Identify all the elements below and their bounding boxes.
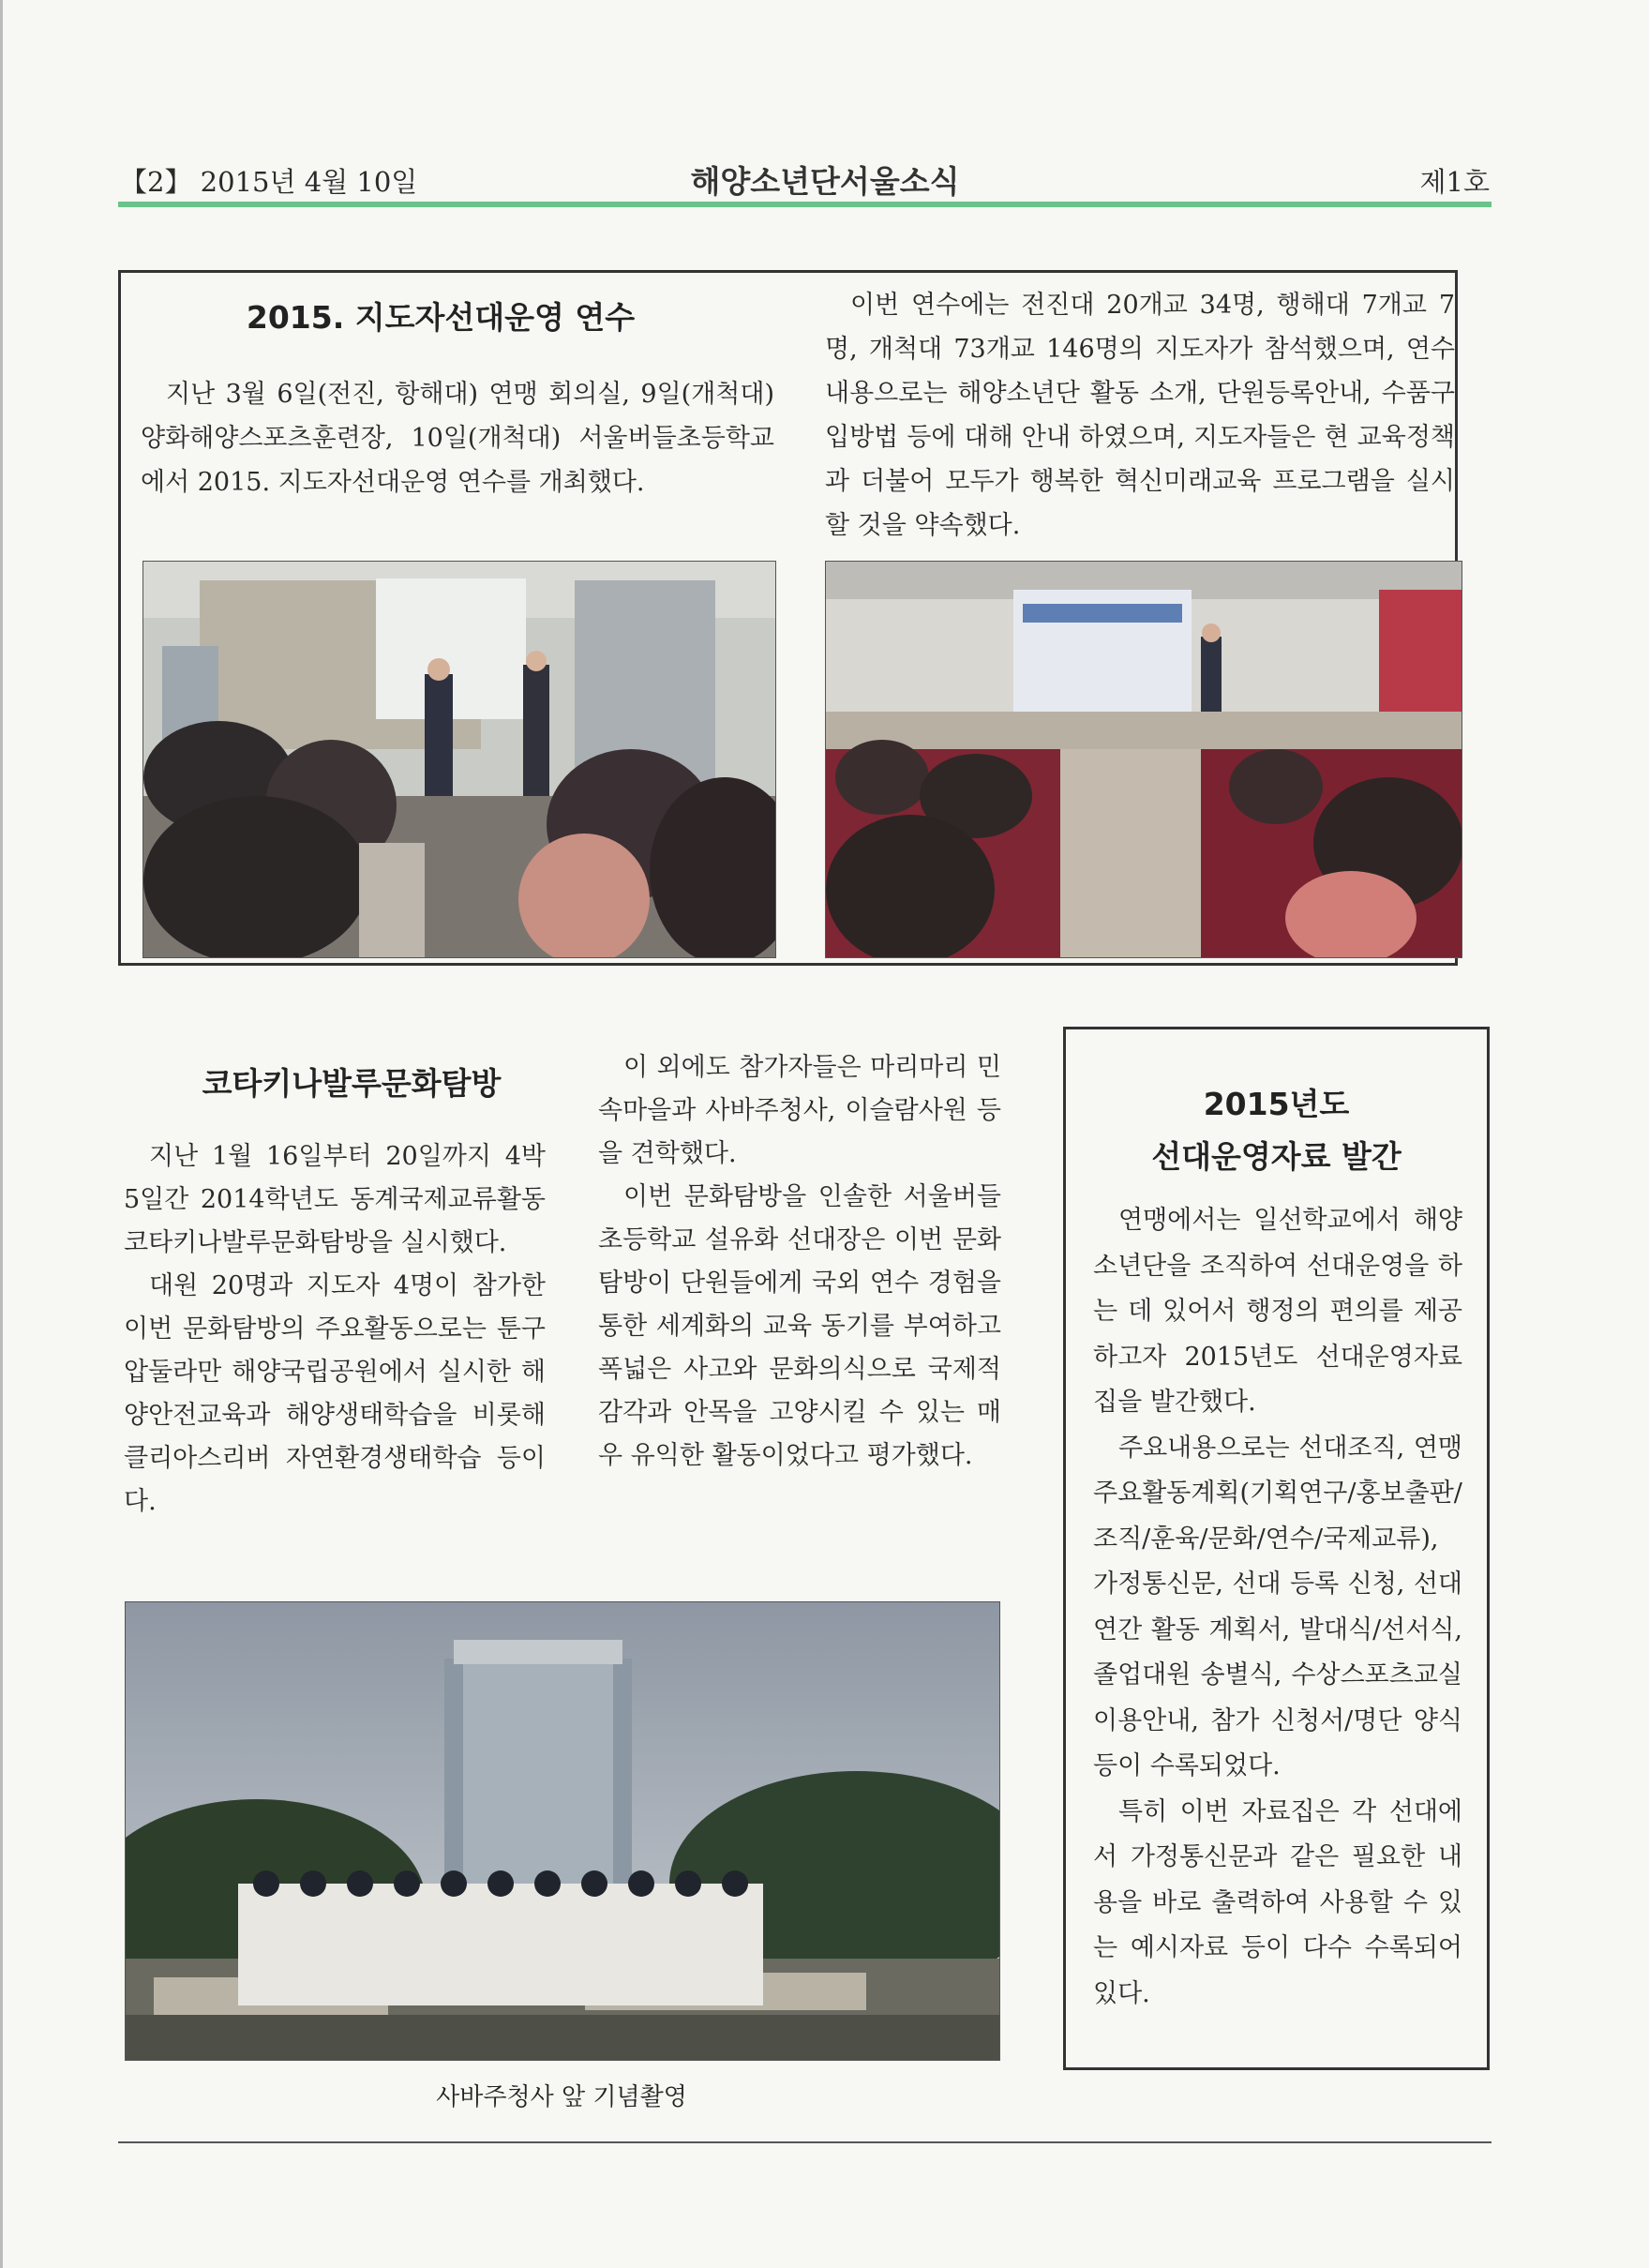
sidebar-paragraph-3: 특히 이번 자료집은 각 선대에서 가정통신문과 같은 필요한 내용을 바로 출력하여 사용할 수 있는 예시자료 등이 다수 수록되어 있다. xyxy=(1093,1796,1462,2008)
group-photo-caption: 사바주청사 앞 기념촬영 xyxy=(436,2083,687,2111)
article-trip-title: 코타키나발루문화탐방 xyxy=(202,1065,502,1102)
sidebar-title xyxy=(1063,1078,1490,1183)
page-number-date: 【2】 2015년 4월 10일 xyxy=(120,166,418,198)
training-photo-1 xyxy=(142,561,776,958)
article-training-title: 2015. 지도자선대운영 연수 xyxy=(246,299,636,336)
article-trip-paragraph-3: 이 외에도 참가자들은 마리마리 민속마을과 사바주청사, 이슬람사원 등을 견학했다. xyxy=(598,1053,1001,1168)
article-trip-column-1 xyxy=(124,1135,546,1524)
group-photo xyxy=(125,1601,1000,2061)
newsletter-title: 해양소년단서울소식 xyxy=(690,163,960,200)
sidebar-paragraph-1: 연맹에서는 일선학교에서 해양소년단을 조직하여 선대운영을 하는 데 있어서 행정의 편의를 제공하고자 2015년도 선대운영자료집을 발간했다. xyxy=(1093,1206,1462,1417)
sidebar-body xyxy=(1093,1198,1462,2017)
article-training-paragraph-1: 지난 3월 6일(전진, 항해대) 연맹 회의실, 9일(개척대) 양화해양스포츠훈련장, 10일(개척대) 서울버들초등학교에서 2015. 지도자선대운영 연수를 개최했다. xyxy=(141,380,774,497)
training-photo-2 xyxy=(825,561,1462,958)
article-trip-column-2 xyxy=(598,1046,1001,1478)
issue-number: 제1호 xyxy=(1419,166,1490,198)
sidebar-title-line-2: 선대운영자료 발간 xyxy=(1151,1138,1402,1175)
article-trip-paragraph-2: 대원 20명과 지도자 4명이 참가한 이번 문화탐방의 주요활동으로는 툰구압둘라만 해양국립공원에서 실시한 해양안전교육과 해양생태학습을 비롯해 클리아스리버 자연환경생태학습 등이다. xyxy=(124,1271,546,1516)
article-training-paragraph-2: 이번 연수에는 전진대 20개교 34명, 행해대 7개교 7명, 개척대 73개교 146명의 지도자가 참석했으며, 연수 내용으로는 해양소년단 활동 소개, 단원등록안내, 수품구입방법 등에 대해 안내 하였으며, 지도자들은 현 교육정책과 더불어 모두가 행복한 혁신미래교육 프로그램을 실시 할 것을 약속했다. xyxy=(825,291,1455,540)
sidebar-paragraph-2: 주요내용으로는 선대조직, 연맹주요활동계획(기획연구/홍보출판/조직/훈육/문화/연수/국제교류), 가정통신문, 선대 등록 신청, 선대 연간 활동 계획서, 발대식/선서식, 졸업대원 송별식, 수상스포츠교실 이용안내, 참가 신청서/명단 양식 등이 수록되었다. xyxy=(1093,1433,1462,1780)
sidebar-title-line-1: 2015년도 xyxy=(1203,1086,1350,1122)
header-rule xyxy=(118,202,1492,207)
article-trip-paragraph-4: 이번 문화탐방을 인솔한 서울버들초등학교 설유화 선대장은 이번 문화탐방이 단원들에게 국외 연수 경험을 통한 세계화의 교육 동기를 부여하고 폭넓은 사고와 문화의식으로 국제적 감각과 안목을 고양시킬 수 있는 매우 유익한 활동이었다고 평가했다. xyxy=(598,1182,1001,1470)
article-trip-paragraph-1: 지난 1월 16일부터 20일까지 4박 5일간 2014학년도 동계국제교류활동 코타키나발루문화탐방을 실시했다. xyxy=(124,1142,546,1257)
footer-rule xyxy=(118,2141,1492,2143)
page-edge xyxy=(0,0,3,2268)
